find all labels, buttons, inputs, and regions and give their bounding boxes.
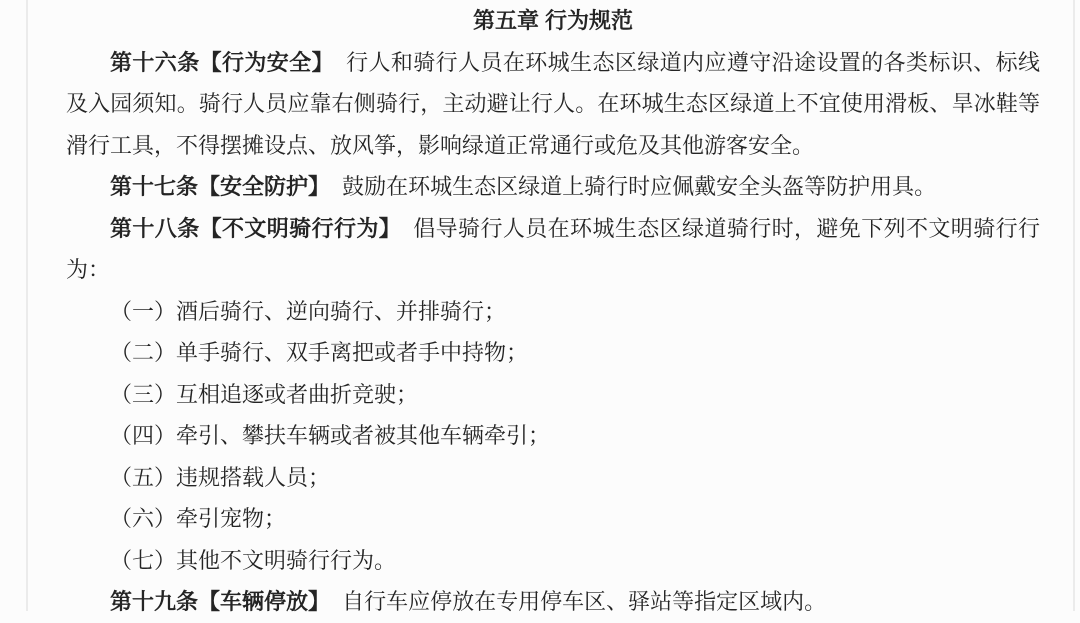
- article-18-body: 倡导骑行人员在环城生态区绿道骑行时，避免下列不文明骑行行为：: [66, 215, 1040, 282]
- article-19-paragraph: [66, 581, 1040, 623]
- article-18-paragraph: [66, 208, 1040, 291]
- prohibited-item-5: （五）违规搭载人员；: [110, 464, 331, 490]
- prohibited-item-1: （一）酒后骑行、逆向骑行、并排骑行；: [110, 298, 507, 324]
- prohibited-item-2: （二）单手骑行、双手离把或者手中持物；: [110, 340, 529, 365]
- article-19-heading: 第十九条【车辆停放】: [110, 589, 331, 614]
- prohibited-item-3: （三）互相追逐或者曲折竞驶；: [110, 381, 419, 407]
- chapter-title: 第五章 行为规范: [472, 8, 634, 33]
- prohibited-item-6: （六）牵引宠物；: [110, 506, 287, 531]
- article-17-body: 鼓励在环城生态区绿道上骑行时应佩戴安全头盔等防护用具。: [342, 174, 937, 199]
- document-text-block: [66, 0, 1040, 623]
- article-19-body: 自行车应停放在专用停车区、驿站等指定区域内。: [342, 589, 827, 614]
- article-17-heading: 第十七条【安全防护】: [110, 174, 331, 199]
- article-16-heading: 第十六条【行为安全】: [110, 49, 334, 75]
- article-16-paragraph: [66, 42, 1040, 167]
- prohibited-item-4: （四）牵引、攀扶车辆或者被其他车辆牵引；: [110, 423, 551, 448]
- article-17-paragraph: [66, 166, 1040, 208]
- document-page: [26, 0, 1075, 614]
- prohibited-item-7: （七）其他不文明骑行行为。: [110, 547, 397, 573]
- article-18-heading: 第十八条【不文明骑行行为】: [110, 215, 402, 241]
- article-16-body: 行人和骑行人员在环城生态区绿道内应遵守沿途设置的各类标识、标线及入园须知。骑行人员应靠右侧骑行，主动避让行人。在环城生态区绿道上不宜使用滑板、旱冰鞋等滑行工具，不得摆摊设点、放风筝，影响绿道正常通行或危及其他游客安全。: [66, 49, 1040, 158]
